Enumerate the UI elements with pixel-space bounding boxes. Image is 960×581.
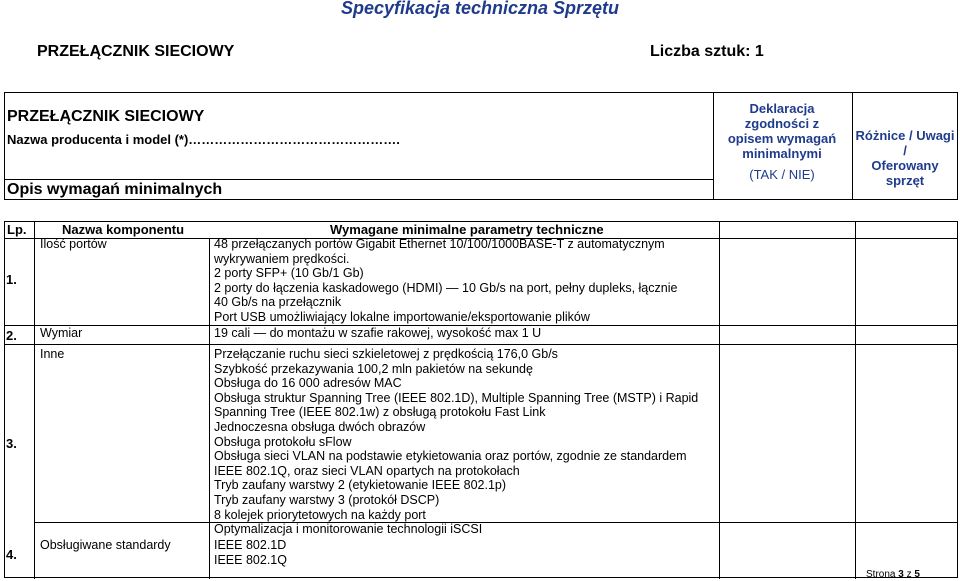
row-number: 1. bbox=[6, 272, 17, 287]
header-component-name: Nazwa komponentu bbox=[62, 222, 185, 237]
row-number: 2. bbox=[6, 328, 17, 343]
component-name: Inne bbox=[40, 347, 65, 361]
quantity-heading: Liczba sztuk: 1 bbox=[650, 43, 764, 60]
document-title: Specyfikacja techniczna Sprzętu bbox=[340, 0, 620, 18]
component-requirements: IEEE 802.1D IEEE 802.1Q bbox=[214, 538, 287, 567]
row-number: 4. bbox=[6, 547, 17, 562]
page-footer: Strona 3 z 5 bbox=[866, 569, 920, 580]
opis-label: Opis wymagań minimalnych bbox=[7, 181, 223, 198]
component-name: Obsługiwane standardy bbox=[40, 538, 171, 552]
header-lp: Lp. bbox=[7, 222, 27, 237]
declaration-header: Deklaracja zgodności z opisem wymagań minimalnymi bbox=[727, 101, 837, 161]
component-requirements: Przełączanie ruchu sieci szkieletowej z prędkością 176,0 Gb/s Szybkość przekazywania 100,2 mln pakietów na sekundę Obsługa do 16 000 adresów MAC Obsługa struktur Spanning Tree (IEEE 802.1D), Multiple Spanning Tree (MSTP) i Rapid Spanning Tree (IEEE 802.1w) z obsługą protokołu Fast Link Jednoczesna obsługa dwóch obrazów Obsługa protokołu sFlow Obsługa sieci VLAN na podstawie etykietowania oraz portów, zgodnie ze standardem IEEE 802.1Q, oraz sieci VLAN opartych na protokołach Tryb zaufany warstwy 2 (etykietowanie IEEE 802.1p) Tryb zaufany warstwy 3 (protokół DSCP) 8 kolejek priorytetowych na każdy port Optymalizacja i monitorowanie technologii iSCSI bbox=[214, 347, 699, 537]
component-requirements: 19 cali — do montażu w szafie rakowej, wysokość max 1 U bbox=[214, 326, 542, 340]
row-number: 3. bbox=[6, 436, 17, 451]
device-heading: PRZEŁĄCZNIK SIECIOWY bbox=[37, 43, 235, 60]
differences-header: Różnice / Uwagi / Oferowany sprzęt bbox=[855, 128, 955, 188]
tak-nie-label: (TAK / NIE) bbox=[749, 167, 815, 182]
device-box-title: PRZEŁĄCZNIK SIECIOWY bbox=[7, 108, 205, 125]
component-requirements: 48 przełączanych portów Gigabit Ethernet 10/100/1000BASE-T z automatycznym wykrywaniem prędkości. 2 porty SFP+ (10 Gb/1 Gb) 2 porty do łączenia kaskadowego (HDMI) — 10 Gb/s na port, pełny dupleks, łącznie 40 Gb/s na przełącznik Port USB umożliwiający lokalne importowanie/eksportowanie plików bbox=[214, 237, 678, 324]
model-field: Nazwa producenta i model (*)…………………………………………. bbox=[7, 132, 400, 147]
component-name: Ilość portów bbox=[40, 237, 107, 251]
header-parameters: Wymagane minimalne parametry techniczne bbox=[330, 222, 604, 237]
component-name: Wymiar bbox=[40, 326, 83, 340]
